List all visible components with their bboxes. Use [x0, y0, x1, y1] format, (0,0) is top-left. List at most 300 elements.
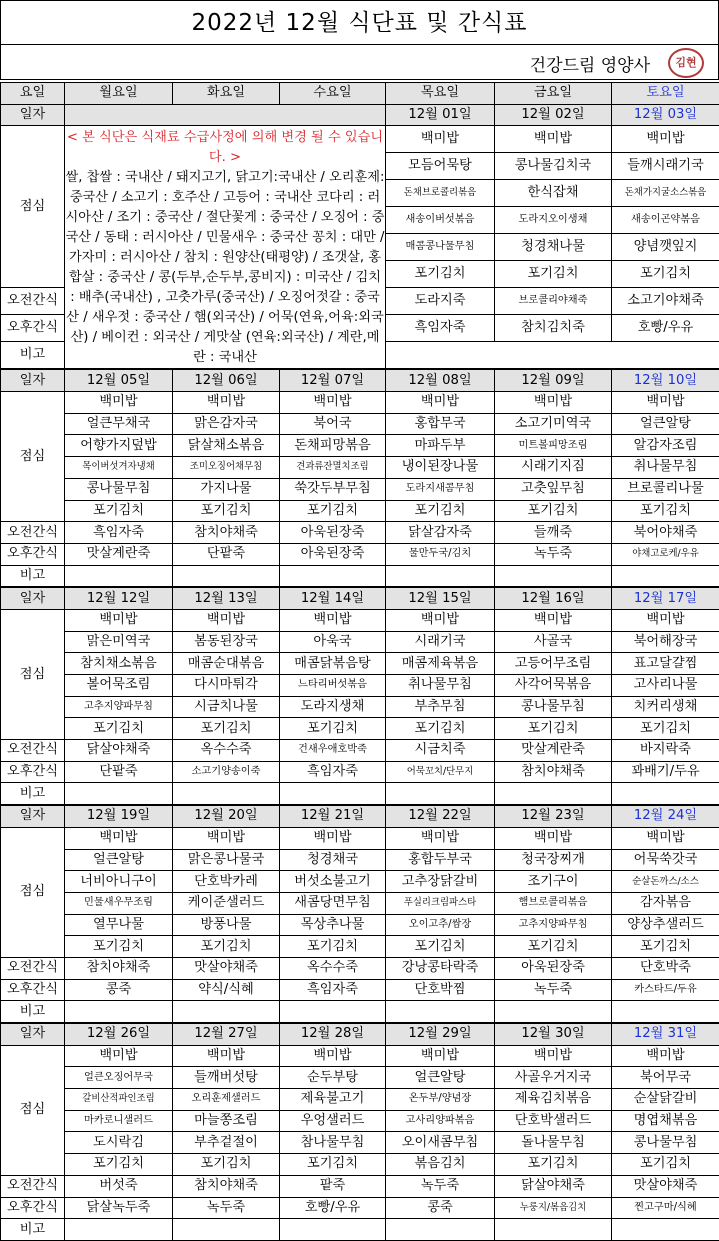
menu-cell: 포기김치: [386, 718, 495, 740]
date-cell: 12월 05일: [65, 369, 173, 391]
menu-cell: 포기김치: [612, 718, 719, 740]
menu-cell: 포기김치: [280, 936, 386, 958]
date-cell: 12월 20일: [173, 805, 280, 827]
note-cell: [173, 1001, 280, 1023]
menu-cell: 마파두부: [386, 435, 495, 457]
lunch-label: 점심: [1, 126, 65, 288]
menu-cell: 돈채브로콜리볶음: [386, 180, 495, 207]
note-cell: [173, 565, 280, 587]
menu-cell: 포기김치: [280, 718, 386, 740]
date-cell: 12월 21일: [280, 805, 386, 827]
menu-cell: 제육불고기: [280, 1089, 386, 1111]
pm-snack-label: 오후간식: [1, 543, 65, 565]
menu-cell: 맑은콩나물국: [173, 849, 280, 871]
lunch-row: [1, 1067, 719, 1089]
menu-cell: 명엽채볶음: [612, 1110, 719, 1132]
menu-cell: 고추지양파무침: [65, 696, 173, 718]
menu-cell: 포기김치: [65, 936, 173, 958]
menu-cell: 시래기국: [386, 631, 495, 653]
date-cell: 12월 14일: [280, 587, 386, 609]
date-cell: 12월 22일: [386, 805, 495, 827]
menu-cell: 오이새콤무침: [386, 1132, 495, 1154]
menu-cell: 사골국: [495, 631, 612, 653]
menu-cell: 콩나물무침: [65, 478, 173, 500]
header-row: [1, 83, 719, 105]
menu-cell: 포기김치: [173, 718, 280, 740]
menu-cell: 모듬어묵탕: [386, 153, 495, 180]
date-label: 일자: [1, 369, 65, 391]
menu-cell: 볶음김치: [386, 1154, 495, 1176]
lunch-row: [1, 631, 719, 653]
menu-cell: 매콤콩나물무침: [386, 234, 495, 261]
snack-cell: 들깨죽: [495, 522, 612, 544]
note-cell: [612, 1219, 719, 1241]
menu-cell: 케이준샐러드: [173, 892, 280, 914]
note-cell: [386, 1219, 495, 1241]
note-cell: [495, 1219, 612, 1241]
menu-cell: 백미밥: [65, 827, 173, 849]
snack-cell: 시금치죽: [386, 740, 495, 762]
menu-cell: 백미밥: [386, 126, 495, 153]
menu-cell: 다시마튀각: [173, 675, 280, 697]
date-row: [1, 369, 719, 391]
notice-origin-text: 쌀, 찹쌀 : 국내산 / 돼지고기, 닭고기:국내산 / 오리훈제:중국산 / 소고기 : 호주산 / 고등어 : 국내산 코다리 : 러시아산 / 조기 : 중국산 / 절단꽃게 : 중국산 / 오징어 : 중국산 / 동태 : 러시아산 / 민물새우 : 중국산 꽁치 : 대만 / 가자미 : 러시아산 / 참치 : 원양산(태평양) / 조갯살, 홍합살 : 중국산 / 콩(두부,순두부,콩비지) : 미국산 / 김치 : 배추(국내산) , 고춧가루(중국산) / 오징어젓갈 : 중국산 / 새우젓 : 중국산 / 햄(외국산) / 어묵(연육,어육:외국산) / 베이컨 : 외국산 / 게맛살 (연육:외국산) / 계란,메란 : 국내산: [65, 168, 385, 368]
menu-cell: 들깨버섯탕: [173, 1067, 280, 1089]
menu-cell: 포기김치: [386, 261, 495, 288]
menu-cell: 방풍나물: [173, 914, 280, 936]
date-label: 일자: [1, 805, 65, 827]
snack-cell: 흑임자죽: [280, 761, 386, 783]
date-cell-empty: [65, 104, 386, 126]
dietitian-label: 건강드림 영양사: [530, 51, 650, 76]
snack-cell: 팥죽: [280, 1175, 386, 1197]
menu-cell: 백미밥: [65, 392, 173, 414]
menu-cell: 북어국: [280, 413, 386, 435]
menu-cell: 오리훈제샐러드: [173, 1089, 280, 1111]
menu-cell: 얼큰알탕: [612, 413, 719, 435]
menu-cell: 돌나물무침: [495, 1132, 612, 1154]
lunch-row: [1, 126, 719, 153]
snack-cell: 맛살계란죽: [65, 543, 173, 565]
header-day: 수요일: [280, 83, 386, 105]
lunch-row: [1, 718, 719, 740]
menu-cell: 브로콜리나물: [612, 478, 719, 500]
menu-cell: 북어무국: [612, 1067, 719, 1089]
snack-cell: 호빵/우유: [280, 1197, 386, 1219]
menu-cell: 백미밥: [386, 827, 495, 849]
snack-cell: 어묵꼬치/단무지: [386, 761, 495, 783]
note-cell: [280, 1219, 386, 1241]
note-cell: [65, 565, 173, 587]
snack-cell: 단호박죽: [612, 957, 719, 979]
snack-cell: 맛살계란죽: [495, 740, 612, 762]
snack-cell: 브로콜리야채죽: [495, 288, 612, 315]
snack-cell: 약식/식혜: [173, 979, 280, 1001]
lunch-row: [1, 653, 719, 675]
menu-cell: 포기김치: [612, 500, 719, 522]
snack-cell: 녹두죽: [495, 543, 612, 565]
menu-cell: 소고기미역국: [495, 413, 612, 435]
menu-cell: 가지나물: [173, 478, 280, 500]
menu-cell: 콩나물무침: [612, 1132, 719, 1154]
snack-cell: 버섯죽: [65, 1175, 173, 1197]
menu-cell: 조기구이: [495, 871, 612, 893]
menu-cell: 볼어묵조림: [65, 675, 173, 697]
date-cell: 12월 15일: [386, 587, 495, 609]
menu-cell: 청경채국: [280, 849, 386, 871]
snack-cell: 옥수수죽: [173, 740, 280, 762]
snack-cell: 단팥죽: [65, 761, 173, 783]
date-cell: 12월 16일: [495, 587, 612, 609]
menu-cell: 포기김치: [495, 500, 612, 522]
menu-cell: 돈채가지굴소스볶음: [612, 180, 719, 207]
menu-cell: 햄브로콜리볶음: [495, 892, 612, 914]
am-snack-label: 오전간식: [1, 288, 65, 315]
menu-cell: 제육김치볶음: [495, 1089, 612, 1111]
menu-cell: 도라지새콤무침: [386, 478, 495, 500]
menu-cell: 쑥갓두부무침: [280, 478, 386, 500]
snack-cell: 옥수수죽: [280, 957, 386, 979]
menu-cell: 냉이된장나물: [386, 457, 495, 479]
menu-cell: 너비아니구이: [65, 871, 173, 893]
snack-cell: 닭살야채죽: [65, 740, 173, 762]
menu-cell: 마카로니샐러드: [65, 1110, 173, 1132]
snack-cell: 아욱된장죽: [280, 522, 386, 544]
lunch-row: [1, 849, 719, 871]
menu-cell: 한식잡채: [495, 180, 612, 207]
menu-cell: 백미밥: [612, 1045, 719, 1067]
am-snack-label: 오전간식: [1, 740, 65, 762]
note-cell: [65, 1001, 173, 1023]
menu-cell: 북어해장국: [612, 631, 719, 653]
date-row: [1, 587, 719, 609]
menu-cell: 순살닭갈비: [612, 1089, 719, 1111]
lunch-row: [1, 914, 719, 936]
am-snack-row: [1, 740, 719, 762]
pm-snack-label: 오후간식: [1, 315, 65, 342]
menu-cell: 백미밥: [386, 609, 495, 631]
lunch-row: [1, 478, 719, 500]
snack-cell: 콩죽: [386, 1197, 495, 1219]
snack-cell: 맛살야채죽: [612, 1175, 719, 1197]
pm-snack-row: [1, 1197, 719, 1219]
menu-cell: 미트볼피망조림: [495, 435, 612, 457]
snack-cell: 도라지죽: [386, 288, 495, 315]
menu-cell: 백미밥: [495, 126, 612, 153]
menu-cell: 백미밥: [612, 609, 719, 631]
date-cell: 12월 27일: [173, 1023, 280, 1045]
snack-cell: 녹두죽: [495, 979, 612, 1001]
pm-snack-label: 오후간식: [1, 979, 65, 1001]
menu-cell: 마늘쫑조림: [173, 1110, 280, 1132]
date-cell: 12월 30일: [495, 1023, 612, 1045]
date-label: 일자: [1, 1023, 65, 1045]
menu-cell: 콩나물무침: [495, 696, 612, 718]
note-cell: [65, 1219, 173, 1241]
lunch-row: [1, 1045, 719, 1067]
menu-cell: 청경채나물: [495, 234, 612, 261]
lunch-row: [1, 696, 719, 718]
note-cell: [495, 783, 612, 805]
date-row: [1, 805, 719, 827]
snack-cell: 물만두국/김치: [386, 543, 495, 565]
snack-cell: 흑임자죽: [280, 979, 386, 1001]
date-cell: 12월 06일: [173, 369, 280, 391]
am-snack-label: 오전간식: [1, 957, 65, 979]
menu-cell: 백미밥: [173, 827, 280, 849]
date-cell: 12월 28일: [280, 1023, 386, 1045]
date-cell: 12월 26일: [65, 1023, 173, 1045]
note-row: [1, 565, 719, 587]
menu-cell: 포기김치: [280, 1154, 386, 1176]
menu-cell: 민물새우무조림: [65, 892, 173, 914]
menu-cell: 돈채피망볶음: [280, 435, 386, 457]
menu-cell: 느타리버섯볶음: [280, 675, 386, 697]
menu-cell: 맑은미역국: [65, 631, 173, 653]
note-cell: [65, 783, 173, 805]
snack-cell: 카스타드/두유: [612, 979, 719, 1001]
snack-cell: 닭살녹두죽: [65, 1197, 173, 1219]
snack-cell: 북어야채죽: [612, 522, 719, 544]
note-cell: [495, 1001, 612, 1023]
menu-cell: 포기김치: [173, 1154, 280, 1176]
menu-cell: 백미밥: [612, 827, 719, 849]
menu-cell: 백미밥: [280, 609, 386, 631]
page-title: 2022년 12월 식단표 및 간식표: [0, 0, 719, 45]
snack-cell: 강낭콩타락죽: [386, 957, 495, 979]
menu-cell: 열무나물: [65, 914, 173, 936]
pm-snack-row: [1, 761, 719, 783]
menu-cell: 얼큰오징어무국: [65, 1067, 173, 1089]
menu-cell: 고등어무조림: [495, 653, 612, 675]
note-row: [1, 1219, 719, 1241]
note-cell: [386, 565, 495, 587]
menu-cell: 어묵쑥갓국: [612, 849, 719, 871]
date-cell: 12월 07일: [280, 369, 386, 391]
snack-cell: 소고기야채죽: [612, 288, 719, 315]
lunch-row: [1, 827, 719, 849]
menu-cell: 도시락김: [65, 1132, 173, 1154]
note-label: 비고: [1, 565, 65, 587]
note-label: 비고: [1, 342, 65, 370]
menu-cell: 순두부탕: [280, 1067, 386, 1089]
menu-cell: 매콤닭볶음탕: [280, 653, 386, 675]
menu-cell: 고사리나물: [612, 675, 719, 697]
snack-cell: 찐고구마/식혜: [612, 1197, 719, 1219]
snack-cell: 단팥죽: [173, 543, 280, 565]
date-cell: 12월 13일: [173, 587, 280, 609]
note-cell: [280, 783, 386, 805]
menu-cell: 부추겉절이: [173, 1132, 280, 1154]
menu-cell: 백미밥: [280, 827, 386, 849]
menu-cell: 새송이곤약볶음: [612, 207, 719, 234]
menu-cell: 청국장찌개: [495, 849, 612, 871]
origin-notice: [65, 126, 386, 370]
snack-cell: 바지락죽: [612, 740, 719, 762]
date-cell: 12월 29일: [386, 1023, 495, 1045]
snack-cell: 흑임자죽: [65, 522, 173, 544]
menu-cell: 포기김치: [495, 936, 612, 958]
date-cell: 12월 31일: [612, 1023, 719, 1045]
date-cell: 12월 24일: [612, 805, 719, 827]
menu-cell: 순살돈까스/소스: [612, 871, 719, 893]
date-cell: 12월 12일: [65, 587, 173, 609]
snack-cell: 아욱된장죽: [280, 543, 386, 565]
lunch-row: [1, 936, 719, 958]
menu-cell: 양념깻잎지: [612, 234, 719, 261]
am-snack-label: 오전간식: [1, 522, 65, 544]
note-row: [1, 1001, 719, 1023]
menu-cell: 맑은감자국: [173, 413, 280, 435]
menu-cell: 백미밥: [495, 392, 612, 414]
note-label: 비고: [1, 783, 65, 805]
snack-cell: 야채고로케/우유: [612, 543, 719, 565]
lunch-row: [1, 1110, 719, 1132]
menu-cell: 오이고추/쌈장: [386, 914, 495, 936]
menu-cell: 단호박샐러드: [495, 1110, 612, 1132]
lunch-row: [1, 892, 719, 914]
menu-cell: 백미밥: [173, 609, 280, 631]
header-day: 화요일: [173, 83, 280, 105]
snack-cell: 아욱된장죽: [495, 957, 612, 979]
snack-cell: 닭살야채죽: [495, 1175, 612, 1197]
menu-cell: 갈비산적파인조림: [65, 1089, 173, 1111]
menu-cell: 온두부/양념장: [386, 1089, 495, 1111]
snack-cell: 호빵/우유: [612, 315, 719, 342]
menu-cell: 고춧잎무침: [495, 478, 612, 500]
lunch-label: 점심: [1, 1045, 65, 1175]
menu-cell: 아욱국: [280, 631, 386, 653]
pm-snack-label: 오후간식: [1, 761, 65, 783]
menu-cell: 닭살채소볶음: [173, 435, 280, 457]
menu-cell: 백미밥: [65, 609, 173, 631]
date-cell: 12월 19일: [65, 805, 173, 827]
menu-cell: 고추장닭갈비: [386, 871, 495, 893]
snack-cell: 단호박찜: [386, 979, 495, 1001]
lunch-label: 점심: [1, 609, 65, 739]
menu-cell: 부추무침: [386, 696, 495, 718]
date-cell: 12월 23일: [495, 805, 612, 827]
note-cell: [612, 565, 719, 587]
menu-cell: 어향가지덮밥: [65, 435, 173, 457]
note-label: 비고: [1, 1001, 65, 1023]
menu-cell: 백미밥: [280, 392, 386, 414]
menu-cell: 얼큰알탕: [65, 849, 173, 871]
menu-cell: 백미밥: [612, 126, 719, 153]
menu-cell: 버섯소불고기: [280, 871, 386, 893]
menu-cell: 푸실리크림파스타: [386, 892, 495, 914]
dietitian-seal: 김현: [668, 48, 704, 78]
snack-cell: 맛살야채죽: [173, 957, 280, 979]
menu-cell: 홍합두부국: [386, 849, 495, 871]
lunch-row: [1, 1154, 719, 1176]
menu-cell: 목이버섯겨자냉채: [65, 457, 173, 479]
date-cell: 12월 09일: [495, 369, 612, 391]
note-cell: [280, 1001, 386, 1023]
menu-cell: 취나물무침: [612, 457, 719, 479]
menu-cell: 포기김치: [65, 1154, 173, 1176]
menu-cell: 백미밥: [612, 392, 719, 414]
snack-cell: 소고기양송이죽: [173, 761, 280, 783]
lunch-row: [1, 675, 719, 697]
menu-cell: 백미밥: [495, 1045, 612, 1067]
snack-cell: 참치야채죽: [173, 1175, 280, 1197]
am-snack-row: [1, 957, 719, 979]
header-day: 토요일: [612, 83, 719, 105]
menu-cell: 홍합무국: [386, 413, 495, 435]
menu-cell: 백미밥: [280, 1045, 386, 1067]
menu-cell: 포기김치: [495, 1154, 612, 1176]
menu-cell: 도라지오이생채: [495, 207, 612, 234]
menu-cell: 참나물무침: [280, 1132, 386, 1154]
menu-cell: 백미밥: [386, 1045, 495, 1067]
menu-cell: 매콤순대볶음: [173, 653, 280, 675]
pm-snack-label: 오후간식: [1, 1197, 65, 1219]
menu-cell: 들깨시래기국: [612, 153, 719, 180]
snack-cell: 참치김치죽: [495, 315, 612, 342]
menu-table: [0, 82, 719, 1241]
menu-cell: 포기김치: [173, 500, 280, 522]
menu-cell: 포기김치: [386, 500, 495, 522]
lunch-label: 점심: [1, 827, 65, 957]
note-row: [1, 783, 719, 805]
menu-cell: 콩나물김치국: [495, 153, 612, 180]
menu-cell: 포기김치: [612, 261, 719, 288]
note-cell: [386, 1001, 495, 1023]
lunch-row: [1, 871, 719, 893]
menu-cell: 치커리생채: [612, 696, 719, 718]
date-cell: 12월 01일: [386, 104, 495, 126]
menu-cell: 표고달걀찜: [612, 653, 719, 675]
header-day-label: 요일: [1, 83, 65, 105]
menu-cell: 알감자조림: [612, 435, 719, 457]
menu-cell: 단호박카레: [173, 871, 280, 893]
snack-cell: 녹두죽: [173, 1197, 280, 1219]
menu-cell: 포기김치: [495, 261, 612, 288]
note-cell: [173, 1219, 280, 1241]
menu-cell: 포기김치: [612, 1154, 719, 1176]
lunch-row: [1, 435, 719, 457]
menu-cell: 사골우거지국: [495, 1067, 612, 1089]
menu-cell: 봄동된장국: [173, 631, 280, 653]
snack-cell: 참치야채죽: [65, 957, 173, 979]
header-day: 금요일: [495, 83, 612, 105]
date-cell: 12월 02일: [495, 104, 612, 126]
pm-snack-row: [1, 979, 719, 1001]
note-label: 비고: [1, 1219, 65, 1241]
date-cell: 12월 10일: [612, 369, 719, 391]
menu-cell: 취나물무침: [386, 675, 495, 697]
menu-cell: 목상추나물: [280, 914, 386, 936]
snack-cell: 건새우애호박죽: [280, 740, 386, 762]
menu-cell: 백미밥: [495, 827, 612, 849]
note-cell: [173, 783, 280, 805]
note-cell: [280, 565, 386, 587]
menu-cell: 포기김치: [495, 718, 612, 740]
header-day: 월요일: [65, 83, 173, 105]
menu-cell: 포기김치: [65, 718, 173, 740]
date-cell: 12월 03일: [612, 104, 719, 126]
subtitle-bar: [0, 44, 719, 80]
date-label: 일자: [1, 104, 65, 126]
menu-cell: 조미오징어채무침: [173, 457, 280, 479]
menu-cell: 백미밥: [386, 392, 495, 414]
menu-cell: 포기김치: [65, 500, 173, 522]
snack-cell: 참치야채죽: [495, 761, 612, 783]
menu-cell: 포기김치: [386, 936, 495, 958]
menu-cell: 백미밥: [495, 609, 612, 631]
menu-cell: 양상추샐러드: [612, 914, 719, 936]
